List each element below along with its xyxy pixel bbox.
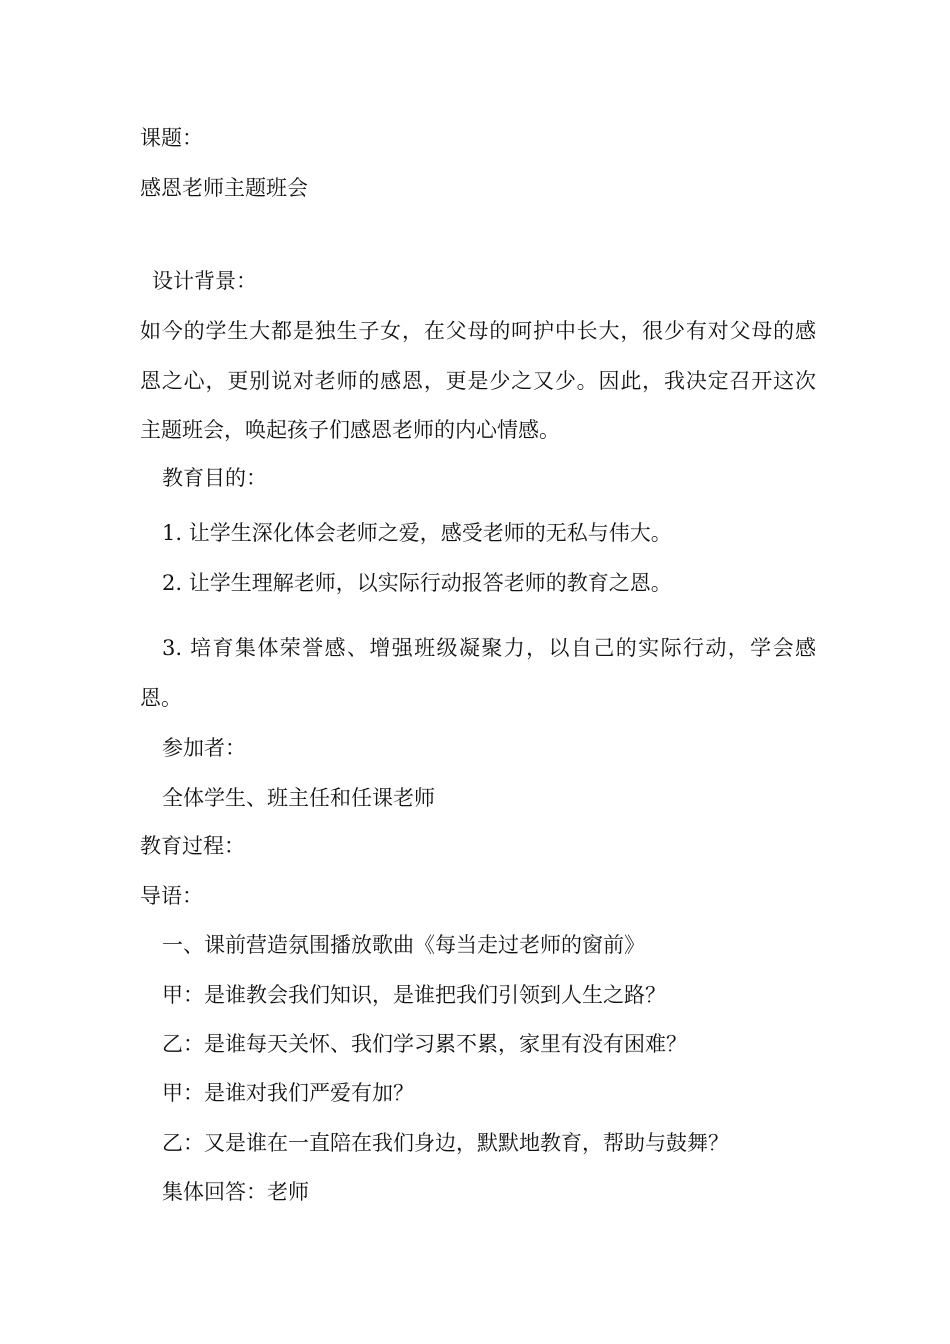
background-line-1: 如今的学生大都是独生子女，在父母的呵护中长大，很少有对父母的感 — [140, 319, 816, 343]
participants-value: 全体学生、班主任和任课老师 — [162, 786, 435, 810]
goals-label: 教育目的： — [162, 466, 267, 490]
intro-label: 导语： — [140, 884, 203, 908]
background-line-3: 主题班会，唤起孩子们感恩老师的内心情感。 — [140, 418, 560, 442]
participants-label: 参加者： — [162, 736, 246, 760]
goal-item-2: 2. 让学生理解老师，以实际行动报答老师的教育之恩。 — [162, 571, 672, 595]
goal-item-3-cont: 恩。 — [140, 686, 182, 710]
process-line-1: 一、课前营造氛围播放歌曲《每当走过老师的窗前》 — [162, 933, 645, 957]
process-line-3: 乙：是谁每天关怀、我们学习累不累，家里有没有困难？ — [162, 1032, 687, 1056]
topic-label: 课题： — [140, 126, 203, 150]
process-line-6: 集体回答：老师 — [162, 1180, 309, 1204]
background-line-2: 恩之心，更别说对老师的感恩，更是少之又少。因此，我决定召开这次 — [140, 369, 816, 393]
goal-item-1: 1. 让学生深化体会老师之爱，感受老师的无私与伟大。 — [162, 521, 672, 545]
topic-title: 感恩老师主题班会 — [140, 176, 308, 200]
process-line-4: 甲：是谁对我们严爱有加？ — [162, 1081, 414, 1105]
process-label: 教育过程： — [140, 834, 245, 858]
background-label: 设计背景： — [152, 269, 257, 293]
process-line-5: 乙：又是谁在一直陪在我们身边，默默地教育，帮助与鼓舞？ — [162, 1131, 729, 1155]
process-line-2: 甲：是谁教会我们知识，是谁把我们引领到人生之路？ — [162, 983, 666, 1007]
goal-item-3: 3. 培育集体荣誉感、增强班级凝聚力，以自己的实际行动，学会感 — [162, 636, 816, 660]
